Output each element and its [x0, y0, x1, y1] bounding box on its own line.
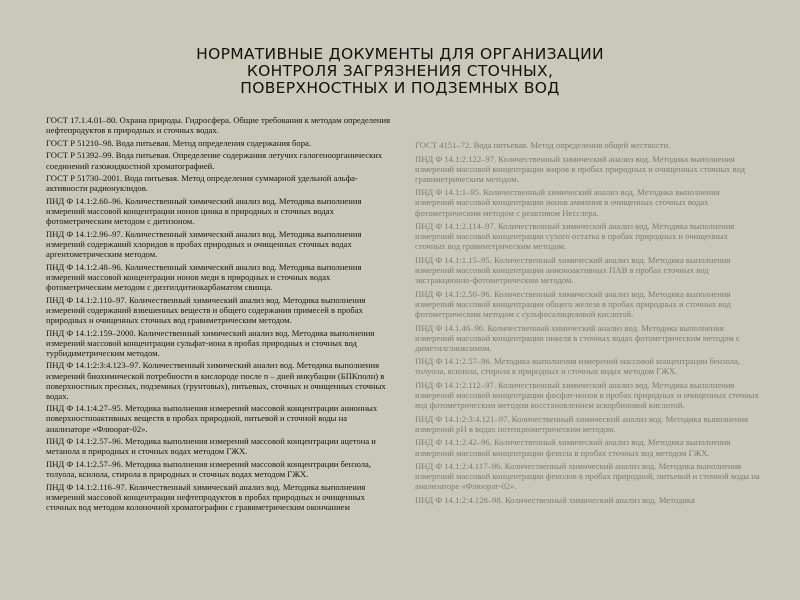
document-entry: ПНД Ф 14.1:2.60–96. Количественный химический анализ вод. Методика выполнения измерений массовой концентрации ионов цинка в природных и сточных водах фотометрическим методом с дитизоном. [46, 196, 362, 227]
document-entry: ГОСТ 4151–72. Вода питьевая. Метод определения общей жесткости. [415, 140, 671, 150]
document-entry: ПНД Ф 14.1:2.96–97. Количественный химический анализ вод. Методика выполнения измерений содержаний хлоридов в пробах природных и очищенных сточных водах аргентометрическим методом. [46, 228, 362, 260]
document-entry: ПНД Ф 14.1:2:3:4.121–97. Количественный химический анализ вод. Методика выполнения измерений pH в водах потенциометрическим методом. [415, 413, 749, 434]
slide-title [120, 46, 680, 97]
document-entry: ПНД Ф 14.1:2.122–97. Количественный химический анализ вод. Методика выполнения измерений массовой концентрации жиров в пробах природных и очищенных сточных вод гравиметрическим методом. [415, 153, 745, 184]
document-entry: ПНД Ф 14.1:2.116–97. Количественный химический анализ вод. Методика выполнения измерений массовой концентрации нефтепродуктов в пробах природных и очищенных сточных вод методом колоночной хроматографии с гравиметрическим окончанием [46, 481, 366, 512]
document-entry: ГОСТ 17.1.4.01–80. Охрана природы. Гидросфера. Общие требования к методам определения нефтепродуктов в природных и сточных водах. [46, 115, 391, 136]
document-entry: ПНД Ф 14.1:2:4.128–98. Количественный химический анализ вод. Методика [415, 494, 695, 505]
document-entry: ПНД Ф 14.1:2.42–96. Количественный химический анализ вод. Методика выполнения измерений массовой концентрации фенола в пробах сточных вод методом ГЖХ. [415, 437, 731, 458]
document-entry: ПНД Ф 14.1:2:3:4.123–97. Количественный химический анализ вод. Методика выполнения измерений биохимической потребности в кислороде после n – дней инкубации (БПКполн) в поверхностных пресных, подземных (грунтовых), питьевых, сточных и очищенных сточных водах. [46, 360, 386, 401]
title-line-1: НОРМАТИВНЫЕ ДОКУМЕНТЫ ДЛЯ ОРГАНИЗАЦИИ [196, 45, 604, 63]
document-entry: ПНД Ф 14.1:2.112–97. Количественный химический анализ вод. Методика выполнения измерений массовой концентрации фосфат-ионов в пробах природных и очищенных сточных вод фотометрическим методом восстановлением аскорбиновой кислотой. [415, 379, 759, 411]
document-entry: ПНД Ф 14.1:2.48–96. Количественный химический анализ вод. Методика выполнения измерений массовой концентрации ионов меди в природных и сточных водах фотометрическим методом с диэтилдитиокарбаматом свинца. [46, 261, 362, 292]
document-entry: ПНД Ф 14.1:2.57–96. Методика выполнения измерений массовой концентрации ацетона и метанола в природных и сточных водах методом ГЖХ. [46, 436, 376, 457]
document-entry: ГОСТ Р 51392–99. Вода питьевая. Определение содержания летучих галогеноорганических соединений газожидкостной хроматографией. [46, 150, 383, 171]
document-entry: ПНД Ф 14.1:2.110–97. Количественный химический анализ вод. Методика выполнения измерений содержаний взвешенных веществ и общего содержания примесей в пробах природных и очищенных сточных вод гравиметрическим методом. [46, 294, 366, 325]
title-line-2: КОНТРОЛЯ ЗАГРЯЗНЕНИЯ СТОЧНЫХ, [246, 62, 554, 80]
document-entry: ПНД Ф 14.1:2.114–97. Количественный химический анализ вод. Методика выполнения измерений массовой концентрации сухого остатка в пробах природных и очищенных сточных вод гравиметрическим методом. [415, 221, 735, 252]
document-entry: ПНД Ф 14.1:2.50–96. Количественный химический анализ вод. Методика выполнения измерений массовой концентрации общего железа в пробах природных и сточных вод фотометрическим методом с сульфосалициловой кислотой. [415, 288, 731, 319]
document-entry: ГОСТ Р 51730–2001. Вода питьевая. Метод определения суммарной удельной альфа-активности радионуклидов. [46, 173, 358, 194]
document-entry: ПНД Ф 14.1:2.159–2000. Количественный химический анализ вод. Методика выполнения измерений массовой концентрации сульфат-иона в пробах природных и сточных вод турбидиметрическим методом. [46, 327, 375, 358]
title-line-3: ПОВЕРХНОСТНЫХ И ПОДЗЕМНЫХ ВОД [240, 79, 560, 97]
document-entry: ПНД Ф 14.1:4.27–95. Методика выполнения измерений массовой концентрации анионных поверхностноактивных веществ в пробах природной, питьевой и сточной воды на анализаторе «Флюорат-02». [46, 403, 378, 434]
document-entry: ГОСТ Р 51210–98. Вода питьевая. Метод определения содержания бора. [46, 137, 311, 148]
right-document-list [415, 140, 760, 509]
document-entry: ПНД Ф 14.1:2.57–96. Методика выполнения измерений массовой концентрации бензола, толуола, ксилола, стирола в природных и сточных водах методом ГЖХ. [415, 356, 741, 377]
document-entry: ПНД Ф 14.1:1.15–95. Количественный химический анализ вод. Методика выполнения измерений массовой концентрации анионоактивных ПАВ в пробах сточных вод экстракционно-фотометрическим методом. [415, 254, 731, 286]
document-entry: ПНД Ф 14.1:2.57–96. Методика выполнения измерений массовой концентрации бензола, толуола, ксилола, стирола в природных и сточных водах методом ГЖХ. [46, 459, 372, 480]
document-entry: ПНД Ф 14.1:2:4.117–96. Количественный химический анализ вод. Методика выполнения измерений массовой концентрации фенолов в пробах природной, питьевой и сточной воды на анализаторе «Флюорат-02». [415, 461, 760, 492]
document-entry: ПНД Ф 14.1:1–95. Количественный химический анализ вод. Методика выполнения измерений массовой концентрации ионов аммония в очищенных сточных водах фотометрическим методом с реактивом Несслера. [415, 187, 720, 218]
left-document-list [46, 115, 392, 515]
document-entry: ПНД Ф 14.1.46–96. Количественный химический анализ вод. Методика выполнения измерений массовой концентрации никеля в сточных водах фотометрическим методом с диметилглиоксимом. [415, 322, 740, 353]
